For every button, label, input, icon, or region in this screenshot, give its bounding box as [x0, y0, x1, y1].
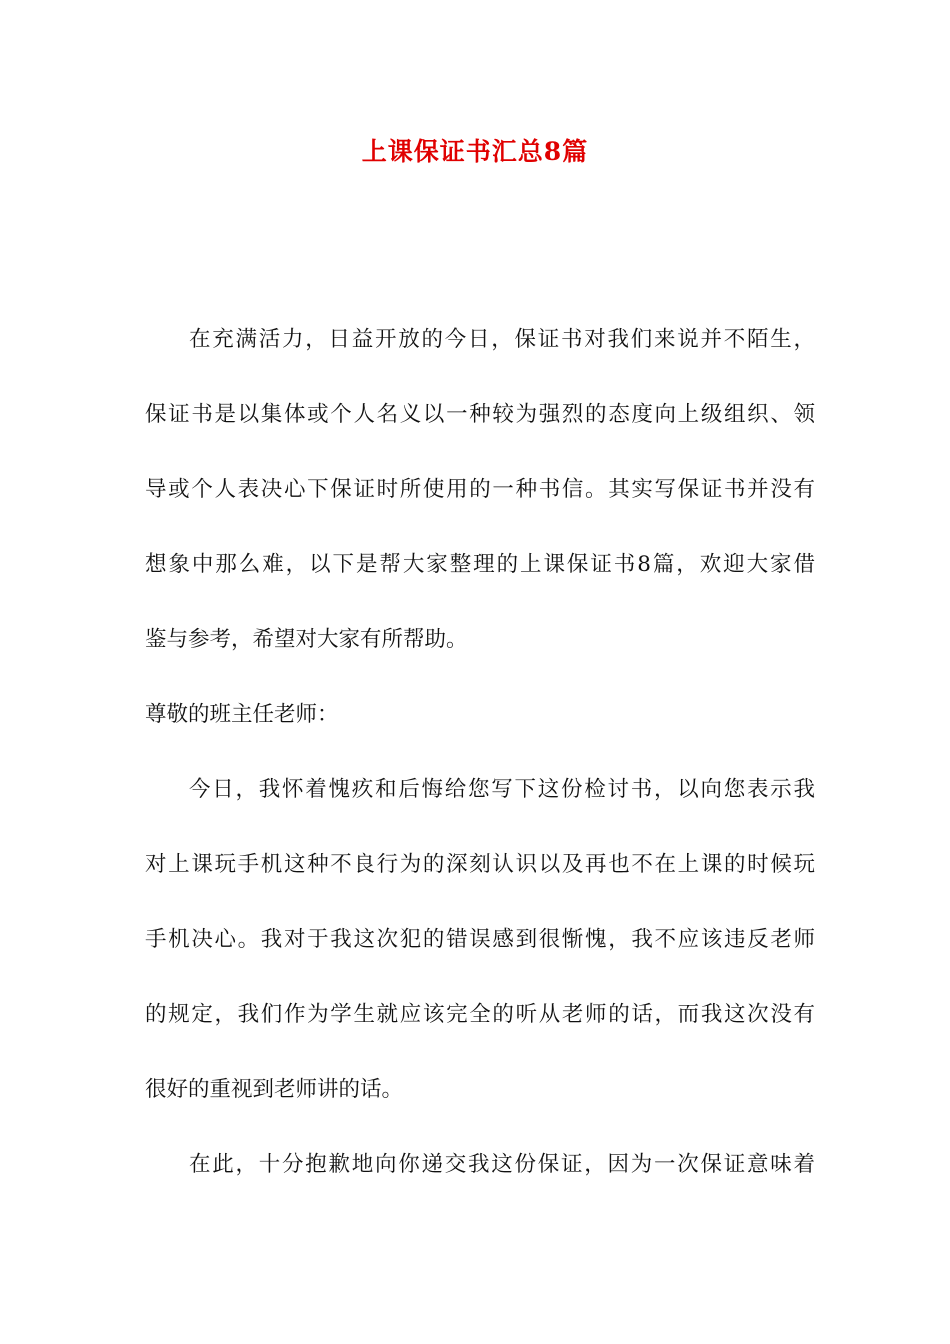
paragraph-line: 今日，我怀着愧疚和后悔给您写下这份检讨书，以向您表示我 [189, 777, 815, 802]
salutation: 尊敬的班主任老师： [145, 702, 339, 727]
paragraph-line: 手机决心。我对于我这次犯的错误感到很惭愧，我不应该违反老师 [145, 927, 815, 952]
paragraph-line: 在此，十分抱歉地向你递交我这份保证，因为一次保证意味着 [189, 1152, 815, 1177]
document-title: 上课保证书汇总8篇 [361, 137, 589, 166]
paragraph-line: 保证书是以集体或个人名义以一种较为强烈的态度向上级组织、领 [145, 402, 815, 427]
paragraph-line: 想象中那么难，以下是帮大家整理的上课保证书8篇，欢迎大家借 [145, 552, 815, 577]
paragraph-line: 对上课玩手机这种不良行为的深刻认识以及再也不在上课的时候玩 [145, 852, 815, 877]
paragraph-line: 的规定，我们作为学生就应该完全的听从老师的话，而我这次没有 [145, 1002, 815, 1027]
paragraph-line: 在充满活力，日益开放的今日，保证书对我们来说并不陌生， [189, 327, 815, 352]
paragraph-line: 很好的重视到老师讲的话。 [145, 1077, 404, 1102]
paragraph-line: 导或个人表决心下保证时所使用的一种书信。其实写保证书并没有 [145, 477, 815, 502]
paragraph-line: 鉴与参考，希望对大家有所帮助。 [145, 627, 468, 652]
